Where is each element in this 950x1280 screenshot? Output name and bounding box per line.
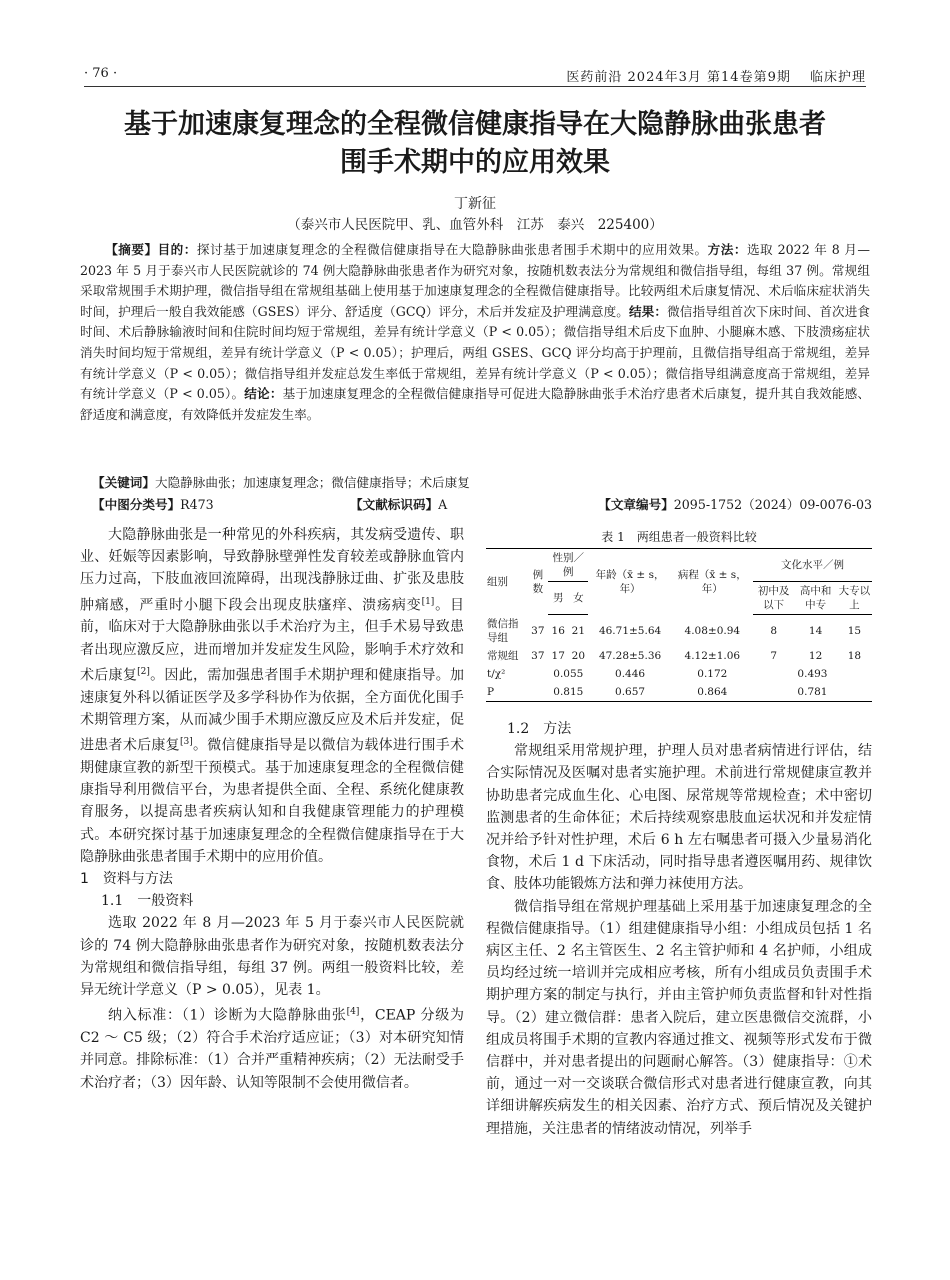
journal-info [552, 66, 866, 85]
intro-text-1: 大隐静脉曲张是一种常见的外科疾病，其发病受遗传、职业、妊娠等因素影响，导致静脉壁弹性发育较差或静脉血管内压力过高，下肢血液回流障碍，出现浅静脉迂曲、扩张及患肢肿痛感，严重时小腿下段会出现皮肤瘙痒、溃疡病变 [80, 527, 464, 614]
th-male: 男 [548, 582, 568, 615]
clc-number [92, 494, 214, 513]
cell-stat-age: 0.446 [615, 667, 646, 680]
intro-text-4: 。微信健康指导是以微信为载体进行围手术期健康宣教的新型干预模式。基于加速康复理念的全程微信健康指导利用微信平台，为患者提供全面、全程、系统化健康教育服务，以提高患者疾病认知和自我健康管理能力的护理模式。本研究探讨基于加速康复理念的全程微信健康指导在于大隐静脉曲张患者围手术期中的应用价值。 [80, 737, 465, 865]
title-line-1: 基于加速康复理念的全程微信健康指导在大隐静脉曲张患者 [124, 109, 826, 140]
result-label: 结果： [628, 303, 668, 319]
cell-edu1: 8 [770, 624, 777, 637]
purpose-label: 目的： [157, 242, 197, 257]
cell-edu2: 14 [808, 624, 823, 637]
cell-p-course: 0.864 [672, 683, 753, 702]
th-edu1: 初中及以下 [753, 582, 795, 615]
art-value: 2095-1752（2024）09-0076-03 [673, 497, 872, 512]
classification-line [92, 494, 872, 512]
citation-ref: [1] [421, 596, 435, 607]
method-paragraph-2: 微信指导组在常规护理基础上采用基于加速康复理念的全程微信健康指导。（1）组建健康指导小组：小组成员包括 1 名病区主任、2 名主管医生、2 名主管护师和 4 名护师，小组成员均经过统一培训并完成相应考核，所有小组成员负责围手术期护理方案的制定与执行，并由主管护师负责监督和针对性指导。（2）建立微信群：患者入院后，建立医患微信交流群，小组成员将围手术期的宣教内容通过推文、视频等形式发布于微信群中，并对患者提出的问题耐心解答。（3）健康指导：①术前，通过一对一交谈联合微信形式对患者进行健康宣教，向其详细讲解疾病发生的相关因素、治疗方式、预后情况及关键护理措施，关注患者的情绪波动情况，列举手 [486, 898, 872, 1137]
th-edu3: 大专以上 [837, 582, 872, 615]
cell-edu3: 15 [847, 624, 862, 637]
running-header [84, 60, 866, 87]
cell-course: 4.08±0.94 [684, 624, 741, 637]
cell-age: 47.28±5.36 [598, 649, 662, 662]
cell-stat-label: t/χ² [487, 667, 506, 680]
cell-edu1: 7 [770, 649, 777, 662]
subsection-heading-1-1: 1.1 一般资料 [101, 893, 194, 910]
intro-text-2: 。目前，临床对于大隐静脉曲张以手术治疗为主，但手术易导致患者出现应激反应，进而增加并发症发生风险，影响手术疗效和术后康复 [80, 597, 465, 684]
cell-male: 17 [551, 649, 565, 662]
doc-label: 【文献标识码】 [350, 497, 439, 512]
th-sex: 性别／例 [548, 549, 588, 582]
doc-code [350, 494, 447, 513]
clc-value: R473 [180, 497, 214, 512]
cell-p-age: 0.657 [588, 683, 671, 702]
table-row [486, 647, 872, 665]
citation-ref: [2] [137, 666, 150, 677]
th-female: 女 [568, 582, 588, 615]
cell-n: 37 [531, 649, 545, 662]
table-1 [486, 548, 872, 702]
cell-female: 20 [571, 649, 586, 662]
abstract-method: 选取 2022 年 8 月—2023 年 5 月于泰兴市人民医院就诊的 74 例大隐静脉曲张患者作为研究对象，按随机数表法分为常规组和微信指导组，每组 37 例。常规组采取常规围手术期护理，微信指导组在常规组基础上使用基于加速康复理念的全程微信健康指导。比较两组术后康复情况、术后临床症状消失时间，护理后一般自我效能感（GSES）评分、舒适度（GCQ）评分，术后并发症及护理满意度。 [80, 242, 871, 319]
criteria-paragraph [80, 1001, 464, 1093]
criteria-text-1: 纳入标准：（1）诊断为大隐静脉曲张 [108, 1007, 347, 1024]
clc-label: 【中图分类号】 [92, 497, 181, 512]
conclusion-label: 结论： [244, 386, 283, 402]
journal-name: 医药前沿 2024年3月 第14卷第9期 [566, 70, 791, 85]
subsection-heading-1-2: 1.2 方法 [507, 721, 572, 737]
th-course: 病程（x̄ ± s，年） [672, 549, 753, 615]
abstract [80, 240, 870, 425]
section-name: 临床护理 [809, 70, 866, 85]
left-column [80, 524, 464, 1094]
method-label: 方法： [707, 242, 747, 257]
general-data-paragraph: 选取 2022 年 8 月—2023 年 5 月于泰兴市人民医院就诊的 74 例大隐静脉曲张患者作为研究对象，按随机数表法分为常规组和微信指导组，每组 37 例。两组一般资料比较，差异无统计学意义（P > 0.05），见表 1。 [80, 915, 464, 999]
affiliation: （泰兴市人民医院甲、乳、血管外科 江苏 泰兴 225400） [287, 217, 663, 233]
art-label: 【文章编号】 [598, 497, 674, 512]
abstract-label: 【摘要】 [105, 242, 158, 257]
cell-age: 46.71±5.64 [598, 624, 662, 637]
keywords-label: 【关键词】 [92, 475, 155, 490]
intro-text-3: 。因此，需加强患者围手术期护理和健康指导。加速康复外科以循证医学及多学科协作为依据，全方面优化围手术期管理方案，从而减少围手术期应激反应及术后并发症，促进患者术后康复 [80, 667, 465, 754]
cell-course: 4.12±1.06 [684, 649, 741, 662]
abstract-result: 微信指导组首次下床时间、首次进食时间、术后静脉输液时间和住院时间均短于常规组，差异有统计学意义（P < 0.05）；微信指导组术后皮下血肿、小腿麻木感、下肢溃疡症状消失时间均短于常规组，差异有统计学意义（P < 0.05）；护理后，两组 GSES、GCQ 评分均高于护理前，且微信指导组高于常规组，差异有统计学意义（P < 0.05）；微信指导组并发症总发生率低于常规组，差异有统计学意义（P < 0.05）；微信指导组满意度高于常规组，差异有统计学意义（P < 0.05）。 [80, 303, 871, 402]
cell-female: 21 [571, 624, 586, 637]
doc-value: A [438, 497, 448, 512]
cell-edu2: 12 [808, 649, 823, 662]
th-edu2: 高中和中专 [794, 582, 836, 615]
title-line-2: 围手术期中的应用效果 [340, 147, 610, 178]
author: 丁新征 [454, 196, 496, 212]
cell-stat-course: 0.172 [697, 667, 728, 680]
intro-paragraph [80, 524, 464, 868]
th-group: 组别 [486, 549, 528, 615]
cell-group: 常规组 [487, 649, 519, 662]
citation-ref: [3] [179, 737, 193, 748]
citation-ref: [4] [346, 1007, 360, 1018]
criteria-text-2: ，CEAP 分级为 C2 ～ C5 级；（2）符合手术治疗适应证；（3）对本研究知情并同意。排除标准：（1）合并严重精神疾病；（2）无法耐受手术治疗者；（3）因年龄、认知等限制不会使用微信者。 [80, 1007, 465, 1091]
cell-p-label: P [486, 683, 528, 702]
abstract-conclusion: 基于加速康复理念的全程微信健康指导可促进大隐静脉曲张手术治疗患者术后康复，提升其自我效能感、舒适度和满意度，有效降低并发症发生率。 [80, 386, 871, 422]
table-row [486, 665, 872, 683]
page-number: · 76 · [84, 66, 118, 81]
cell-p-sex: 0.815 [548, 683, 588, 702]
cell-edu3: 18 [847, 649, 862, 662]
abstract-purpose: 探讨基于加速康复理念的全程微信健康指导在大隐静脉曲张患者围手术期中的应用效果。 [196, 242, 708, 257]
th-edu: 文化水平／例 [753, 549, 872, 582]
cell-p-edu: 0.781 [753, 683, 872, 702]
article-number [598, 494, 872, 513]
table-row [486, 615, 872, 647]
keywords-text: 大隐静脉曲张；加速康复理念；微信健康指导；术后康复 [154, 475, 470, 490]
method-paragraph-1: 常规组采用常规护理，护理人员对患者病情进行评估，结合实际情况及医嘱对患者实施护理。术前进行常规健康宣教并协助患者完成血生化、心电图、尿常规等常规检查；术中密切监测患者的生命体征；术后持续观察患肢血运状况和并发症情况并给予针对性护理，术后 6 h 左右嘱患者可摄入少量易消化食物，术后 1 d 下床活动，同时指导患者遵医嘱用药、规律饮食、肢体功能锻炼方法和弹力袜使用方法。 [486, 743, 872, 893]
article-title [60, 106, 890, 182]
th-n: 例数 [528, 549, 549, 615]
table-caption: 表 1 两组患者一般资料比较 [601, 530, 757, 544]
cell-group: 微信指导组 [487, 617, 519, 644]
keywords [92, 472, 872, 491]
table-row [486, 683, 872, 702]
cell-stat-edu: 0.493 [797, 667, 828, 680]
cell-n: 37 [531, 624, 545, 637]
right-column [486, 718, 872, 1140]
cell-stat-sex: 0.055 [553, 667, 584, 680]
cell-male: 16 [551, 624, 565, 637]
section-heading-1: 1 资料与方法 [80, 871, 173, 888]
th-age: 年龄（x̄ ± s，年） [588, 549, 671, 615]
